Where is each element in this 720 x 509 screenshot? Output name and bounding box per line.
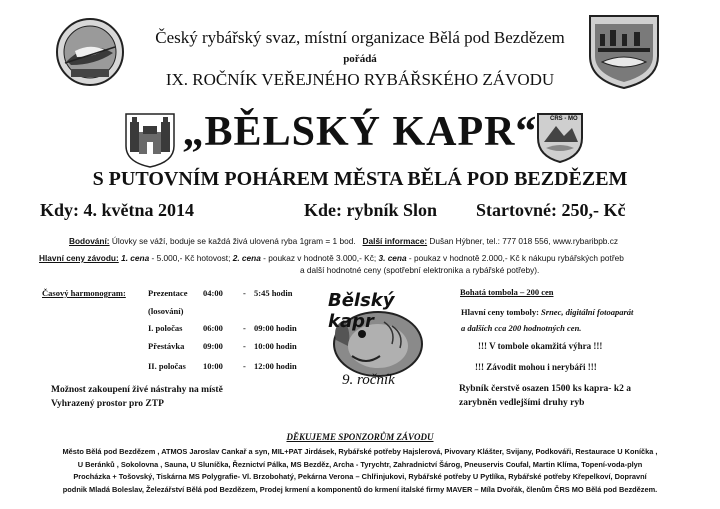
more-info-text: Dušan Hýbner, tel.: 777 018 556, www.rybaribpb.cz <box>427 236 619 246</box>
pond-stocking-note <box>459 382 631 410</box>
tombola-title: Bohatá tombola – 200 cen <box>460 287 554 297</box>
scoring-label: Bodování: <box>69 236 110 246</box>
tombola-main-label: Hlavní ceny tomboly: <box>461 307 542 317</box>
bait-note: Možnost zakoupení živé nástrahy na místě <box>51 385 223 395</box>
prize-1-label: 1. cena <box>121 253 150 263</box>
carp-logo-edition: 9. ročník <box>342 372 395 388</box>
trophy-line: S PUTOVNÍM POHÁREM MĚSTA BĚLÁ POD BEZDĚZEM <box>92 168 628 190</box>
schedule-to: 10:00 hodin <box>254 341 297 351</box>
schedule-name: Prezentace <box>148 288 188 298</box>
event-edition-line: IX. ROČNÍK VEŘEJNÉHO RYBÁŘSKÉHO ZÁVODU <box>165 70 555 89</box>
prize-3-label: 3. cena <box>378 253 407 263</box>
prize-3-text: - poukaz v hodnotě 2.000,- Kč k nákupu rybářských potřeb <box>406 253 624 263</box>
entry-fee: Startovné: 250,- Kč <box>476 200 626 220</box>
sponsor-line: Město Bělá pod Bezdězem , ATMOS Jaroslav Cankař a syn, MIL+PAT Jirdásek, Rybářské potřeby Hajslerová, Pivovary Klášter, Svijany, Podkováři, Restaurace U Koníčka , <box>62 447 658 456</box>
sponsor-line: U Beránků , Sokolovna , Sauna, U Sluníčka, Řeznictví Pálka, MS Bezděz, Archa - Tyrychtr, Zahradnictví Šárog, Pneuservis Coufal, Martin Klíma, Topení-voda-plyn <box>77 459 643 469</box>
crs-mo-label: ČRS - MO <box>550 116 578 122</box>
event-date: Kdy: 4. května 2014 <box>40 200 195 220</box>
prize-2-label: 2. cena <box>232 253 261 263</box>
schedule-to: 09:00 hodin <box>254 323 297 333</box>
carp-logo <box>322 286 434 398</box>
prizes-line <box>39 253 624 263</box>
schedule-from: 09:00 <box>203 341 223 351</box>
more-info-label: Další informace: <box>362 236 428 246</box>
event-location: Kde: rybník Slon <box>304 200 438 220</box>
sponsors-heading: DĚKUJEME SPONZORŮM ZÁVODU <box>286 432 434 442</box>
schedule-label: Časový harmonogram: <box>42 288 126 298</box>
tombola-slogan-2: !!! Závodit mohou i nerybáři !!! <box>475 362 597 372</box>
scoring-text: Úlovky se váží, boduje se každá živá ulovená ryba 1gram = 1 bod. <box>109 236 356 246</box>
schedule-dash: - <box>243 323 246 333</box>
sponsors-list <box>6 446 714 496</box>
scoring-info-line <box>69 236 618 246</box>
schedule-name: I. poločas <box>148 323 183 333</box>
schedule-from: 04:00 <box>203 288 223 298</box>
schedule-dash: - <box>243 361 246 371</box>
carp-logo-name: Bělský kapr <box>328 290 395 332</box>
prize-1-text: - 5.000,- Kč hotovost; <box>149 253 233 263</box>
schedule-dash: - <box>243 288 246 298</box>
schedule-name: (losování) <box>148 306 184 316</box>
schedule-to: 5:45 hodin <box>254 288 293 298</box>
pond-line-1: Rybník čerstvě osazen 1500 ks kapra- k2 a <box>459 384 631 394</box>
schedule-from: 06:00 <box>203 323 223 333</box>
prizes-extra: a další hodnotné ceny (spotřební elektronika a rybářské potřeby). <box>300 265 540 275</box>
schedule-from: 10:00 <box>203 361 223 371</box>
sponsor-line: podnik Mladá Boleslav, Železářství Bělá pod Bezdězem, Prodej krmení a komponentů do krmení italské firmy MAVER – Míla Dvořák, členům ČRS MO Bělá pod Bezdězem. <box>62 484 658 494</box>
schedule-name: Přestávka <box>148 341 185 351</box>
prize-2-text: - poukaz v hodnotě 3.000,- Kč; <box>260 253 379 263</box>
tombola-slogan-1: !!! V tombole okamžitá výhra !!! <box>478 341 603 351</box>
porada-line: pořádá <box>343 53 377 65</box>
tombola-more: a dalších cca 200 hodnotných cen. <box>461 323 582 333</box>
ztp-note: Vyhrazený prostor pro ZTP <box>51 399 164 409</box>
schedule-name: II. poločas <box>148 361 186 371</box>
pond-line-2: zarybněn vedlejšími druhy ryb <box>459 398 585 408</box>
organizer-line: Český rybářský svaz, místní organizace Bělá pod Bezdězem <box>155 28 565 47</box>
schedule-dash: - <box>243 341 246 351</box>
sponsor-line: Procházka + Tošovský, Tiskárna MS Polygrafie- Vl. Brzobohatý, Pekárna Verona – Chlřinjukovi, Rybářské potřeby U Pytlíka, Rybářské potřeby Křepelkoví, Dopravní <box>73 472 647 481</box>
event-title: „BĚLSKÝ KAPR“ <box>182 109 538 155</box>
schedule-notes <box>51 383 223 411</box>
tombola-main-items: Srnec, digitální fotoaparát <box>541 307 634 317</box>
schedule-to: 12:00 hodin <box>254 361 297 371</box>
prizes-label: Hlavní ceny závodu: <box>39 253 119 263</box>
tombola-main <box>461 307 633 317</box>
